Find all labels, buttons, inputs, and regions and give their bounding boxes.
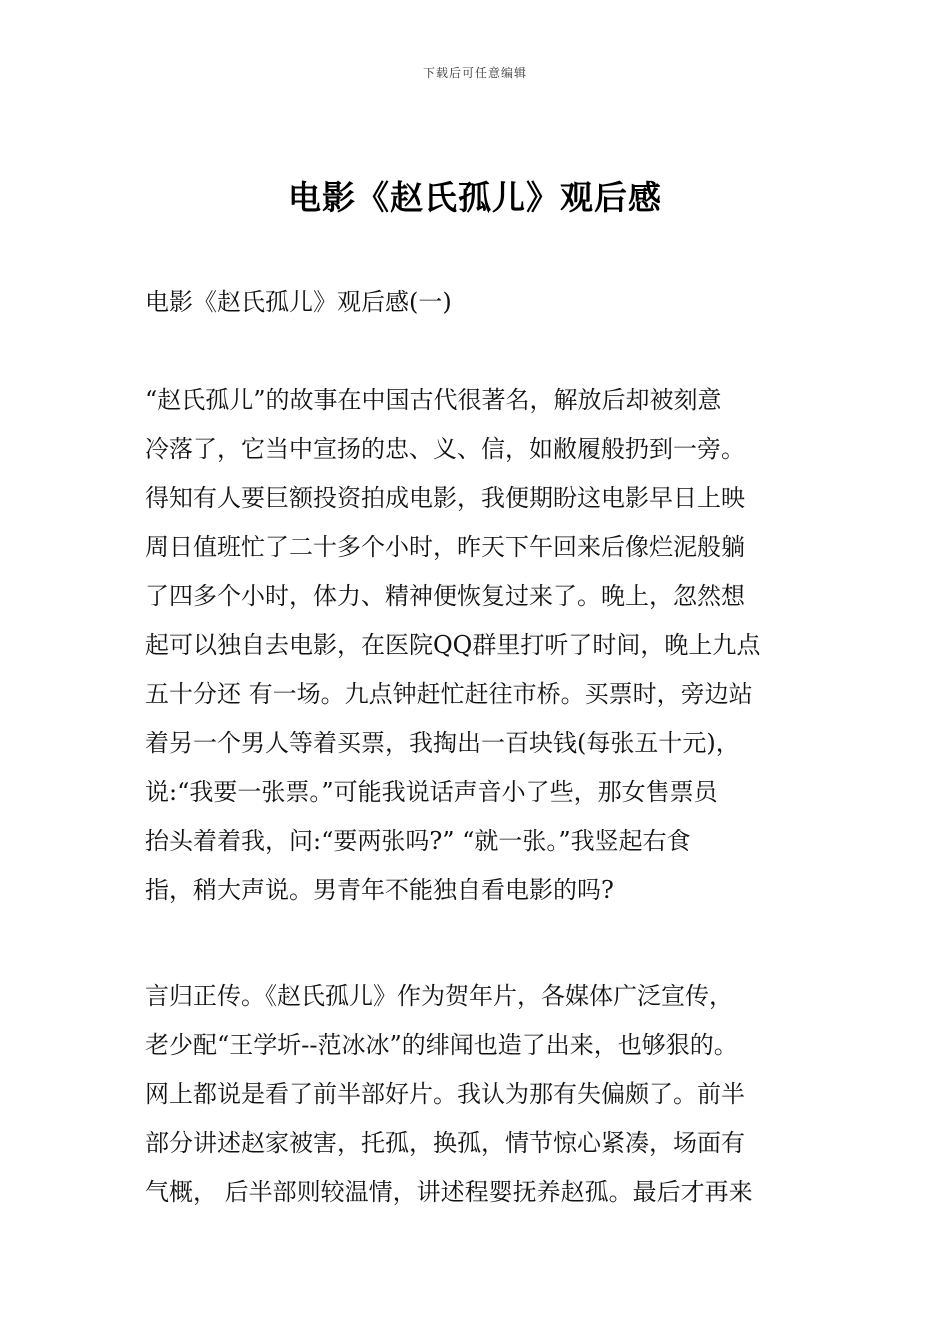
paragraph-line: 说:“我要一张票。”可能我说话声音小了些，那女售票员: [145, 778, 718, 806]
paragraph-line: 指，稍大声说。男青年不能独自看电影的吗?: [145, 876, 614, 904]
paragraph-line: 周日值班忙了二十多个小时，昨天下午回来后像烂泥般躺: [145, 533, 745, 561]
paragraph-line: 了四多个小时，体力、精神便恢复过来了。晚上，忽然想: [145, 582, 745, 610]
paragraph-line: 部分讲述赵家被害，托孤，换孤，情节惊心紧凑，场面有: [145, 1129, 745, 1157]
paragraph-line: 抬头着着我，问:“要两张吗?” “就一张。”我竖起右食: [145, 827, 691, 855]
paragraph-line: 得知有人要巨额投资拍成电影，我便期盼这电影早日上映: [145, 484, 745, 512]
paragraph-line: 网上都说是看了前半部好片。我认为那有失偏颇了。前半: [145, 1080, 745, 1108]
paragraph-line: 言归正传。《赵氏孤儿》作为贺年片，各媒体广泛宣传，: [145, 982, 733, 1010]
header-note: 下载后可任意编辑: [422, 66, 527, 80]
paragraph-2: [145, 972, 835, 1217]
paragraph-line: 五十分还 有一场。九点钟赶忙赶往市桥。买票时，旁边站: [145, 680, 753, 708]
paragraph-line: “赵氏孤儿”的故事在中国古代很著名，解放后却被刻意: [145, 386, 722, 414]
paragraph-line: 起可以独自去电影，在医院QQ群里打听了时间，晚上九点: [145, 631, 761, 659]
paragraph-line: 气概， 后半部则较温情，讲述程婴抚养赵孤。最后才再来: [145, 1178, 753, 1206]
paragraph-line: 着另一个男人等着买票，我掏出一百块钱(每张五十元)，: [145, 729, 740, 757]
paragraph-line: 老少配“王学圻--范冰冰”的绯闻也造了出来，也够狠的。: [145, 1031, 738, 1059]
document-title: 电影《赵氏孤儿》观后感: [288, 178, 662, 217]
paragraph-1: [145, 376, 835, 915]
section-title: 电影《赵氏孤儿》观后感(一): [145, 288, 452, 316]
paragraph-line: 冷落了，它当中宣扬的忠、义、信，如敝履般扔到一旁。: [145, 435, 745, 463]
